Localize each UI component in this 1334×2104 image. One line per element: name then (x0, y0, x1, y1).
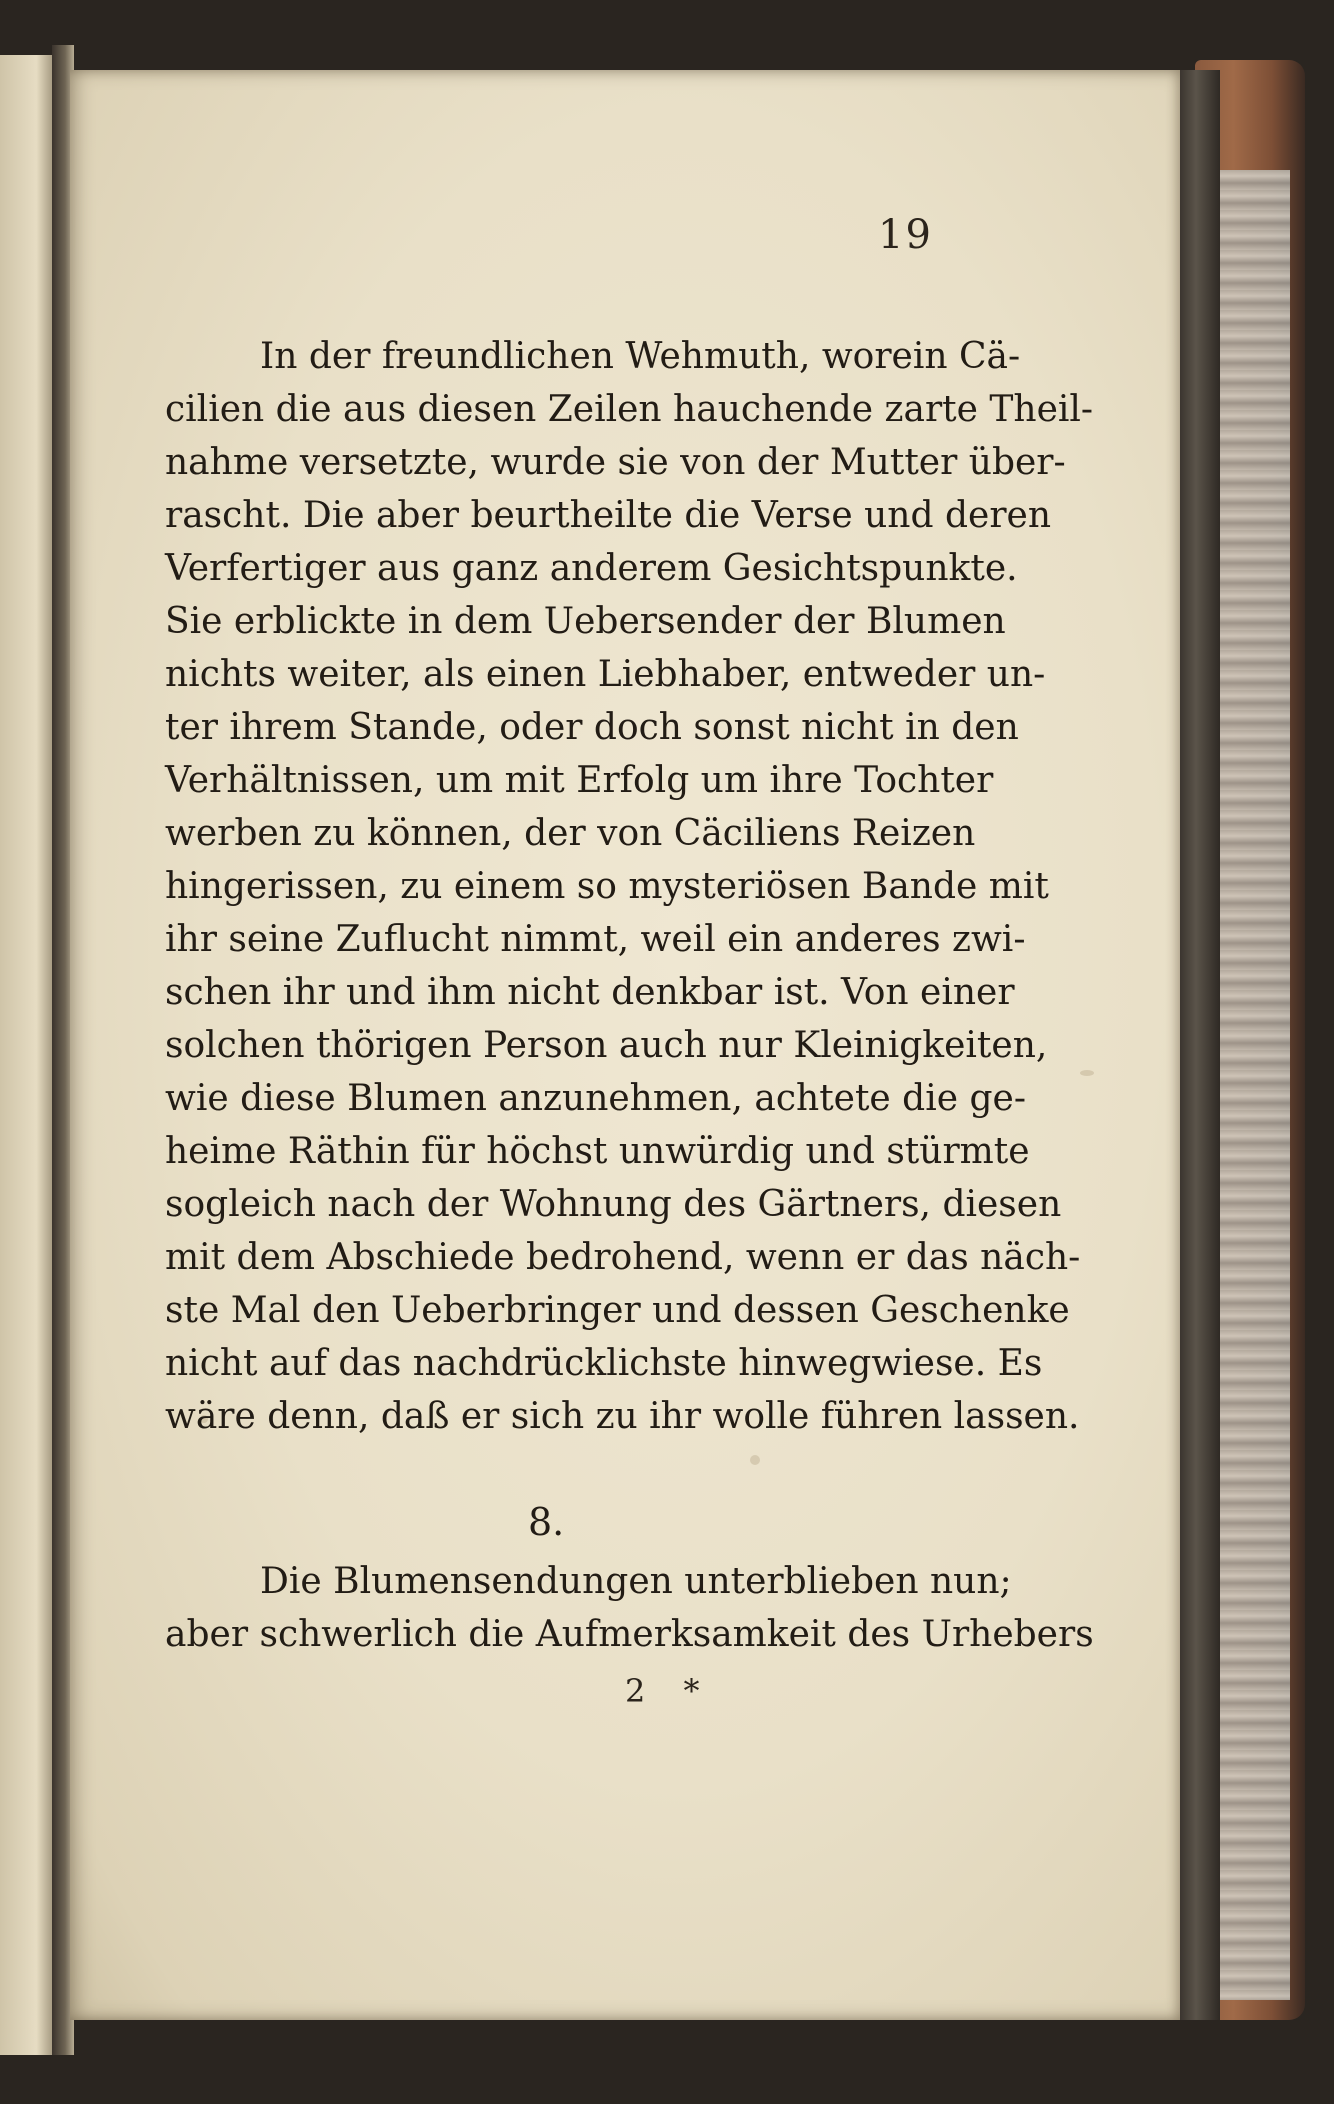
text-line: rascht. Die aber beurtheilte die Verse und deren (165, 495, 1052, 536)
text-line: nichts weiter, als einen Liebhaber, entweder un- (165, 654, 1046, 695)
text-line: ter ihrem Stande, oder doch sonst nicht in den (165, 707, 1019, 748)
paper-spot (1080, 1070, 1094, 1076)
signature-mark: 2 * (625, 1672, 714, 1710)
text-line: werben zu können, der von Cäciliens Reizen (165, 813, 976, 854)
text-line: nahme versetzte, wurde sie von der Mutter über- (165, 442, 1066, 483)
text-line: wie diese Blumen anzunehmen, achtete die ge- (165, 1078, 1026, 1119)
cover-edge (1220, 170, 1290, 2000)
text-line: sogleich nach der Wohnung des Gärtners, diesen (165, 1184, 1062, 1225)
text-line: ihr seine Zuflucht nimmt, weil ein anderes zwi- (165, 919, 1026, 960)
text-line: mit dem Abschiede bedrohend, wenn er das näch- (165, 1237, 1081, 1278)
text-line: schen ihr und ihm nicht denkbar ist. Von einer (165, 972, 1015, 1013)
text-line: hingerissen, zu einem so mysteriösen Bande mit (165, 866, 1049, 907)
text-line: Verfertiger aus ganz anderem Gesichtspunkte. (165, 548, 1018, 589)
main-paragraph (165, 330, 1094, 1443)
text-line: aber schwerlich die Aufmerksamkeit des Urhebers (165, 1614, 1094, 1655)
page-number: 19 (878, 212, 933, 258)
text-line: Die Blumensendungen unterblieben nun; (260, 1561, 1012, 1602)
text-line: Sie erblickte in dem Uebersender der Blumen (165, 601, 1006, 642)
text-line: ste Mal den Ueberbringer und dessen Geschenke (165, 1290, 1070, 1331)
text-line: wäre denn, daß er sich zu ihr wolle führen lassen. (165, 1396, 1080, 1437)
text-line: solchen thörigen Person auch nur Kleinigkeiten, (165, 1025, 1048, 1066)
text-line: nicht auf das nachdrücklichste hinwegwiese. Es (165, 1343, 1043, 1384)
second-paragraph (165, 1555, 1094, 1661)
paper-spot (750, 1455, 760, 1465)
section-number: 8. (528, 1500, 565, 1544)
text-line: cilien die aus diesen Zeilen hauchende zarte Theil- (165, 389, 1094, 430)
page-stack-edge (1180, 70, 1220, 2020)
text-line: Verhältnissen, um mit Erfolg um ihre Tochter (165, 760, 994, 801)
facing-page-edge (0, 55, 52, 2055)
text-line: In der freundlichen Wehmuth, worein Cä- (260, 336, 1021, 377)
text-line: heime Räthin für höchst unwürdig und stürmte (165, 1131, 1030, 1172)
